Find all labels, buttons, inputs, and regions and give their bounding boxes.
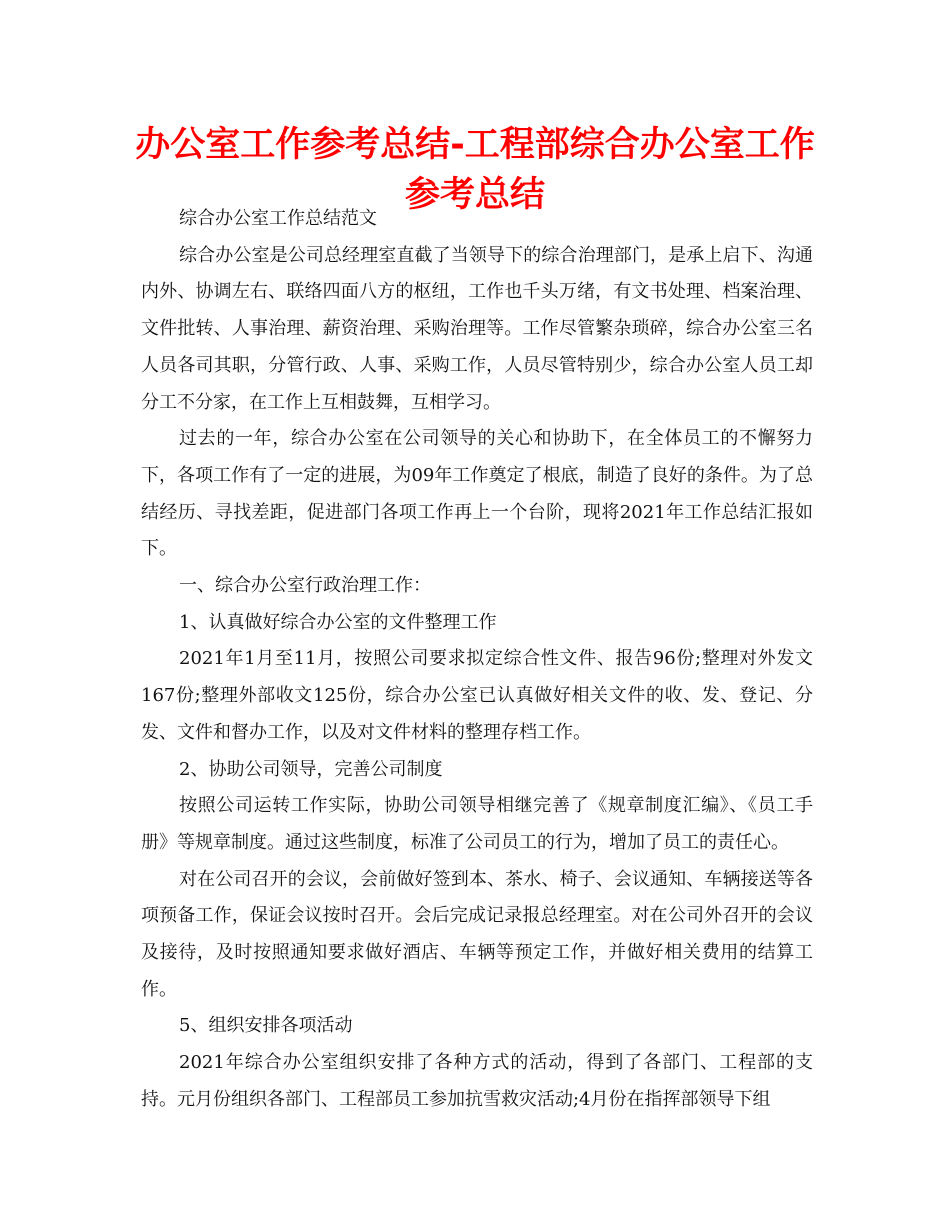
subsection-heading: 2、协助公司领导，完善公司制度 xyxy=(179,758,443,780)
paragraph: 按照公司运转工作实际，协助公司领导相继完善了《规章制度汇编》、《员工手册》等规章制度。通过这些制度，标准了公司员工的行为，增加了员工的责任心。 xyxy=(141,795,813,853)
subsection-heading: 1、认真做好综合办公室的文件整理工作 xyxy=(179,611,497,633)
paragraph: 2021年综合办公室组织安排了各种方式的活动，得到了各部门、工程部的支持。元月份组织各部门、工程部员工参加抗雪救灾活动;4月份在指挥部领导下组 xyxy=(141,1052,813,1110)
paragraph: 过去的一年，综合办公室在公司领导的关心和协助下，在全体员工的不懈努力下，各项工作有了一定的进展，为09年工作奠定了根底，制造了良好的条件。为了总结经历、寻找差距，促进部门各项工作再上一个台阶，现将2021年工作总结汇报如下。 xyxy=(141,428,813,560)
subsection-heading: 5、组织安排各项活动 xyxy=(179,1015,353,1037)
section-heading: 综合办公室工作总结范文 xyxy=(179,208,377,229)
section-heading: 一、综合办公室行政治理工作： xyxy=(179,575,431,597)
paragraph: 对在公司召开的会议，会前做好签到本、茶水、椅子、会议通知、车辆接送等各项预备工作，保证会议按时召开。会后完成记录报总经理室。对在公司外召开的会议及接待，及时按照通知要求做好酒店、车辆等预定工作，并做好相关费用的结算工作。 xyxy=(141,868,813,1000)
paragraph: 综合办公室是公司总经理室直截了当领导下的综合治理部门，是承上启下、沟通内外、协调左右、联络四面八方的枢纽，工作也千头万绪，有文书处理、档案治理、文件批转、人事治理、薪资治理、采购治理等。工作尽管繁杂琐碎，综合办公室三名人员各司其职，分管行政、人事、采购工作，人员尽管特别少，综合办公室人员工却分工不分家，在工作上互相鼓舞，互相学习。 xyxy=(141,244,813,413)
document-body xyxy=(141,201,813,1119)
paragraph: 2021年1月至11月，按照公司要求拟定综合性文件、报告96份;整理对外发文167份;整理外部收文125份，综合办公室已认真做好相关文件的收、发、登记、分发、文件和督办工作，以及对文件材料的整理存档工作。 xyxy=(141,648,813,743)
document-title: 办公室工作参考总结-工程部综合办公室工作参考总结 xyxy=(135,125,815,215)
